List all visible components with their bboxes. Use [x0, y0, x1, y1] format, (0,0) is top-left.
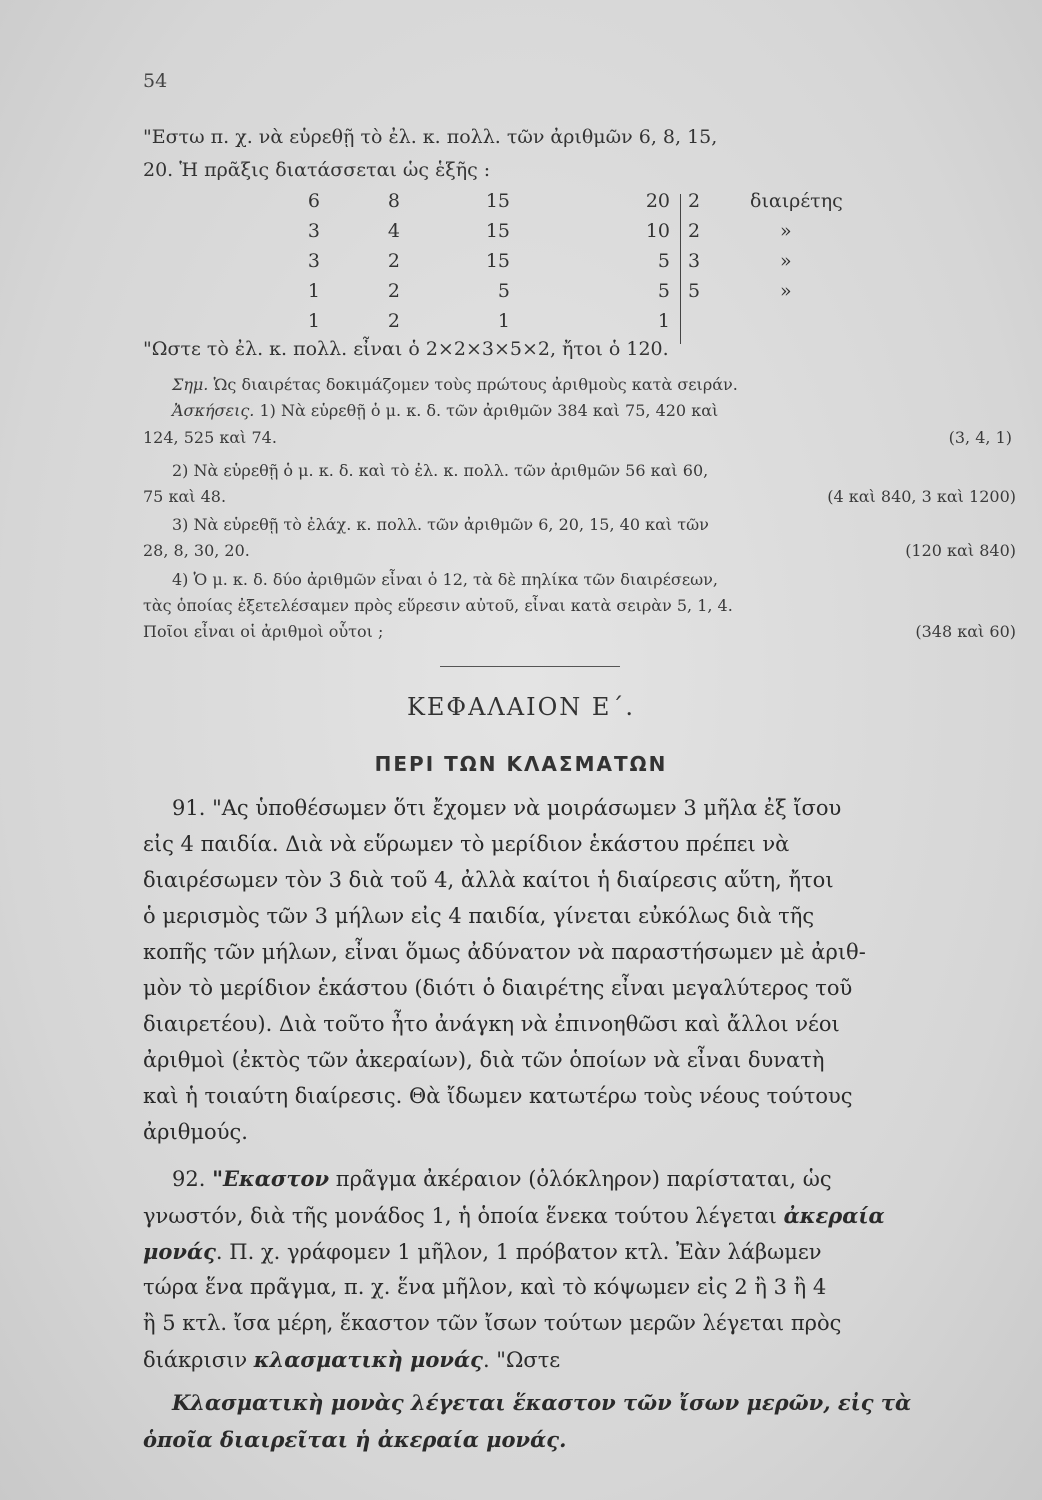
table-cell: 2 [387, 310, 400, 332]
exercise-1-answer: (3, 4, 1) [948, 428, 1012, 447]
table-cell: 2 [387, 280, 400, 302]
intro-line-2: 20. Ἡ πρᾶξις διατάσσεται ὡς ἑξῆς : [143, 159, 491, 181]
table-cell: 15 [485, 250, 510, 272]
exercises-label: Ἀσκήσεις. [172, 401, 255, 420]
exercise-1-line-1 [172, 401, 718, 420]
table-divider-line [680, 194, 681, 344]
para-91-line-9: καὶ ἡ τοιαύτη διαίρεσις. Θὰ ἴδωμεν κατωτέρω τοὺς νέους τούτους [143, 1084, 853, 1108]
table-cell: 1 [657, 310, 670, 332]
table-divisor: 2 [688, 220, 701, 242]
para-91-line-5: κοπῆς τῶν μήλων, εἶναι ὅμως ἀδύνατον νὰ παραστήσωμεν μὲ ἀριθ- [143, 940, 866, 964]
table-cell: 15 [485, 190, 510, 212]
exercise-1-text: 1) Νὰ εὑρεθῇ ὁ μ. κ. δ. τῶν ἀριθμῶν 384 καὶ 75, 420 καὶ [259, 401, 719, 420]
table-cell: 20 [645, 190, 670, 212]
note-line [172, 375, 738, 394]
exercise-2-answer: (4 καὶ 840, 3 καὶ 1200) [827, 487, 1016, 506]
table-cell: 1 [307, 280, 320, 302]
para-91-line-6: μὸν τὸ μερίδιον ἑκάστου (διότι ὁ διαιρέτης εἶναι μεγαλύτερος τοῦ [143, 976, 853, 1000]
para-91-line-1: 91. "Ας ὑποθέσωμεν ὅτι ἔχομεν νὰ μοιράσωμεν 3 μῆλα ἐξ ἴσου [172, 796, 842, 820]
para-92-line-6 [143, 1347, 560, 1372]
definition-line-1 [172, 1390, 911, 1415]
exercise-2-line-2: 75 καὶ 48. [143, 487, 227, 506]
table-cell: 3 [307, 220, 320, 242]
para-92-emphasis: "Εκαστον [212, 1166, 330, 1191]
para-91-line-8: ἀριθμοὶ (ἐκτὸς τῶν ἀκεραίων), διὰ τῶν ὁποίων νὰ εἶναι δυνατὴ [143, 1048, 825, 1072]
para-92-line-1 [172, 1166, 832, 1191]
exercise-3-line-1: 3) Νὰ εὑρεθῇ τὸ ἐλάχ. κ. πολλ. τῶν ἀριθμῶν 6, 20, 15, 40 καὶ τῶν [172, 515, 709, 534]
exercise-1-line-2: 124, 525 καὶ 74. [143, 428, 277, 447]
para-92-emphasis: ἀκεραία [783, 1203, 885, 1228]
table-cell: 8 [387, 190, 400, 212]
para-92-line-2 [143, 1203, 885, 1228]
table-cell: 6 [307, 190, 320, 212]
result-line: "Ωστε τὸ ἐλ. κ. πολλ. εἶναι ὁ 2×2×3×5×2, ἤτοι ὁ 120. [143, 338, 669, 360]
table-cell: 4 [387, 220, 400, 242]
table-cell: 15 [485, 220, 510, 242]
table-cell: 5 [497, 280, 510, 302]
para-92-number: 92. [172, 1167, 213, 1191]
exercise-2-line-1: 2) Νὰ εὑρεθῇ ὁ μ. κ. δ. καὶ τὸ ἐλ. κ. πολλ. τῶν ἀριθμῶν 56 καὶ 60, [172, 461, 709, 480]
table-cell: 3 [307, 250, 320, 272]
para-92-text: πρᾶγμα ἀκέραιον (ὁλόκληρον) παρίσταται, ὡς [329, 1167, 832, 1191]
definition-line-2 [143, 1427, 566, 1452]
table-label: διαιρέτης [750, 190, 843, 212]
para-92-text: γνωστόν, διὰ τῆς μονάδος 1, ἡ ὁποία ἕνεκα τούτου λέγεται [143, 1204, 784, 1228]
table-cell: 2 [387, 250, 400, 272]
para-91-line-7: διαιρετέου). Διὰ τοῦτο ἦτο ἀνάγκη νὰ ἐπινοηθῶσι καὶ ἄλλοι νέοι [143, 1012, 840, 1036]
table-cell: 5 [657, 280, 670, 302]
table-cell: 5 [657, 250, 670, 272]
para-92-emphasis: μονάς [143, 1239, 216, 1264]
para-92-line-3 [143, 1239, 822, 1264]
note-text: Ὡς διαιρέτας δοκιμάζομεν τοὺς πρώτους ἀριθμοὺς κατὰ σειράν. [213, 375, 738, 394]
page-number: 54 [143, 70, 168, 92]
exercise-3-answer: (120 καὶ 840) [905, 541, 1016, 560]
intro-line-1: "Εστω π. χ. νὰ εὑρεθῇ τὸ ἐλ. κ. πολλ. τῶν ἀριθμῶν 6, 8, 15, [143, 126, 718, 148]
exercise-4-line-2: τὰς ὁποίας ἐξετελέσαμεν πρὸς εὕρεσιν αὐτοῦ, εἶναι κατὰ σειρὰν 5, 1, 4. [143, 596, 733, 615]
definition-text: Κλασματικὴ μονὰς λέγεται ἕκαστον τῶν ἴσων μερῶν, εἰς τὰ [172, 1390, 912, 1415]
table-label: » [780, 220, 792, 242]
para-92-line-5: ἢ 5 κτλ. ἴσα μέρη, ἕκαστον τῶν ἴσων τούτων μερῶν λέγεται πρὸς [143, 1311, 842, 1335]
para-91-line-10: ἀριθμούς. [143, 1120, 248, 1144]
para-92-line-4: τώρα ἕνα πρᾶγμα, π. χ. ἕνα μῆλον, καὶ τὸ κόψωμεν εἰς 2 ἢ 3 ἢ 4 [143, 1275, 827, 1299]
definition-text: ὁποῖα διαιρεῖται ἡ ἀκεραία μονάς. [143, 1427, 567, 1452]
section-title: ΠΕΡΙ ΤΩΝ ΚΛΑΣΜΑΤΩΝ [374, 752, 668, 776]
section-separator [440, 666, 620, 667]
para-92-text: . Π. χ. γράφομεν 1 μῆλον, 1 πρόβατον κτλ. Ἐὰν λάβωμεν [215, 1240, 822, 1264]
table-cell: 10 [645, 220, 670, 242]
chapter-title: ΚΕΦΑΛΑΙΟΝ Ε΄. [406, 693, 636, 721]
table-label: » [780, 250, 792, 272]
table-divisor: 2 [688, 190, 701, 212]
table-cell: 1 [307, 310, 320, 332]
table-cell: 1 [497, 310, 510, 332]
exercise-4-line-3: Ποῖοι εἶναι οἱ ἀριθμοὶ οὗτοι ; [143, 622, 384, 641]
para-91-line-3: διαιρέσωμεν τὸν 3 διὰ τοῦ 4, ἀλλὰ καίτοι ἡ διαίρεσις αὕτη, ἤτοι [143, 868, 834, 892]
para-92-text: . "Ωστε [482, 1348, 561, 1372]
para-92-emphasis: κλασματικὴ μονάς [253, 1347, 483, 1372]
para-91-line-2: εἰς 4 παιδία. Διὰ νὰ εὕρωμεν τὸ μερίδιον ἑκάστου πρέπει νὰ [143, 832, 790, 856]
note-label: Σημ. [172, 375, 209, 394]
para-92-text: διάκρισιν [143, 1348, 254, 1372]
exercise-4-answer: (348 καὶ 60) [915, 622, 1016, 641]
table-divisor: 5 [688, 280, 701, 302]
table-divisor: 3 [688, 250, 701, 272]
exercise-3-line-2: 28, 8, 30, 20. [143, 541, 250, 560]
para-91-line-4: ὁ μερισμὸς τῶν 3 μήλων εἰς 4 παιδία, γίνεται εὐκόλως διὰ τῆς [143, 904, 815, 928]
exercise-4-line-1: 4) Ὁ μ. κ. δ. δύο ἀριθμῶν εἶναι ὁ 12, τὰ δὲ πηλίκα τῶν διαιρέσεων, [172, 570, 718, 589]
table-label: » [780, 280, 792, 302]
